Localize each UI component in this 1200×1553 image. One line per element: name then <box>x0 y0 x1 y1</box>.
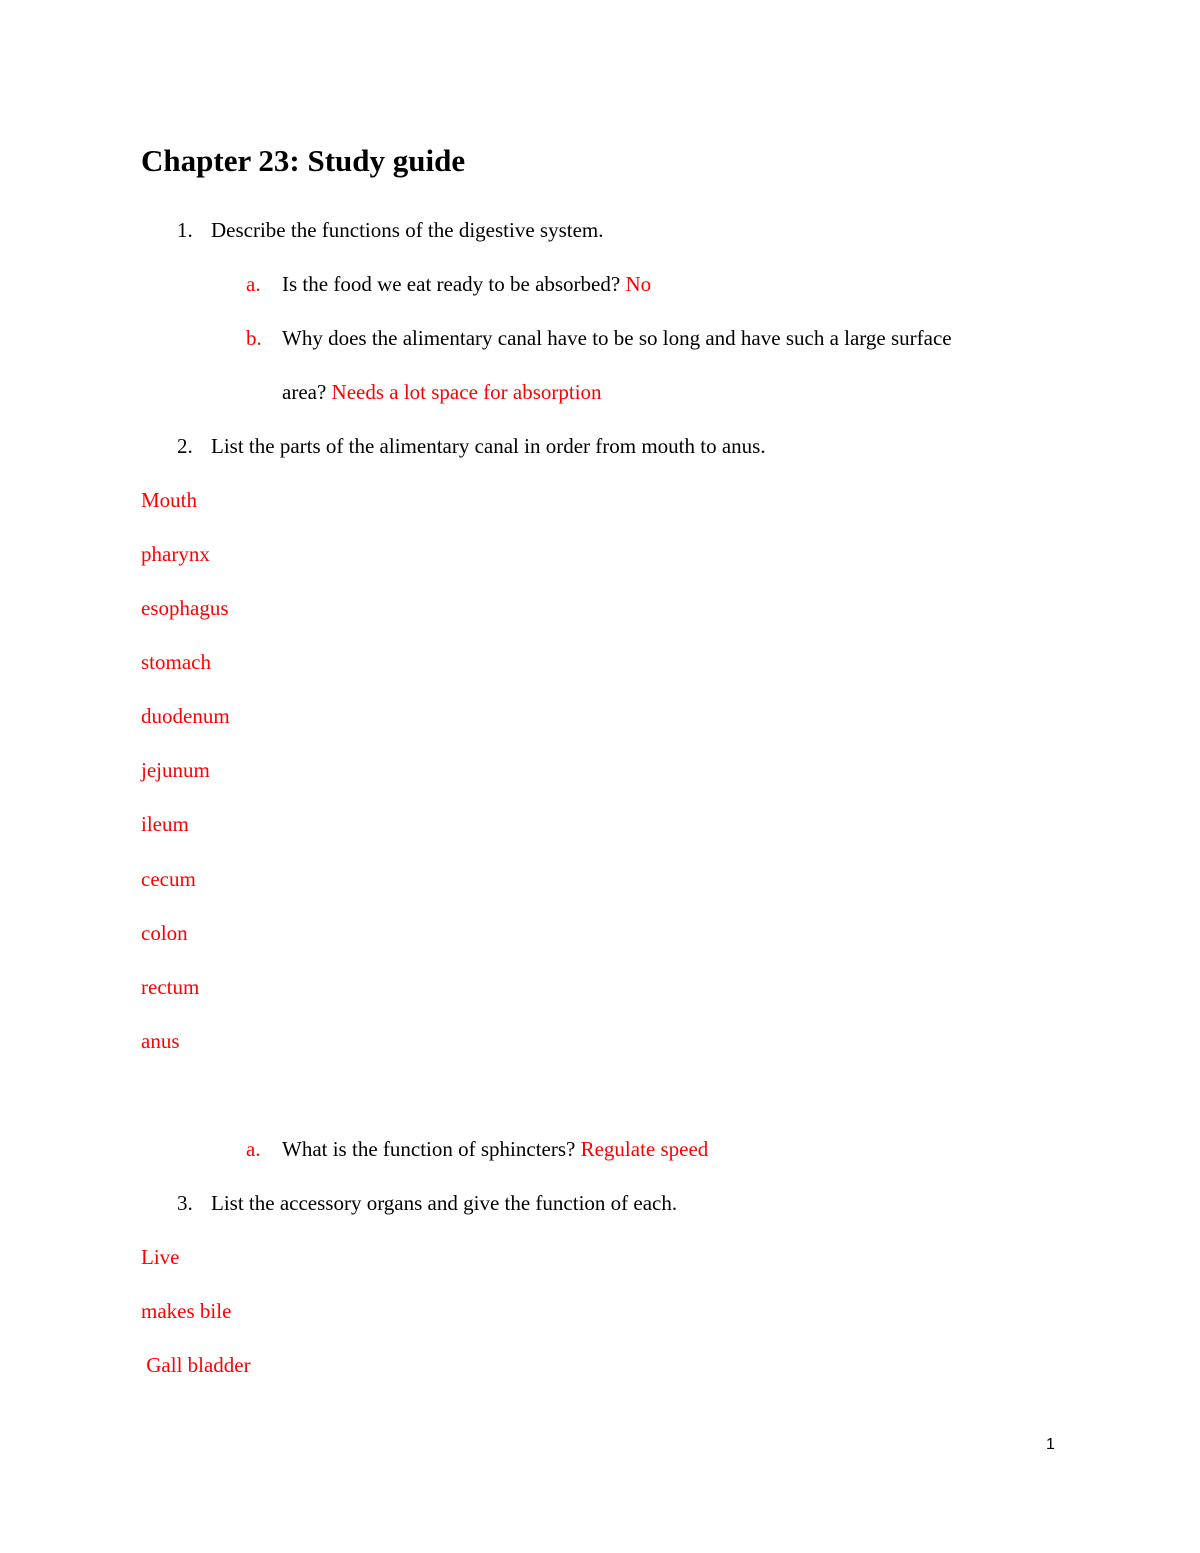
q1-number: 1. <box>177 218 193 242</box>
q1b-question-line1: Why does the alimentary canal have to be so long and have such a large surface <box>282 326 952 350</box>
q1a-line <box>282 270 651 298</box>
q2-answer-esophagus: esophagus <box>141 596 229 620</box>
q2a-answer: Regulate speed <box>580 1137 709 1161</box>
q3-text: List the accessory organs and give the function of each. <box>211 1191 678 1215</box>
q2a-line <box>282 1135 708 1163</box>
q3-answer-live: Live <box>141 1245 180 1269</box>
page-title: Chapter 23: Study guide <box>141 143 466 178</box>
q1a-marker: a. <box>246 272 261 296</box>
q2-answer-colon: colon <box>141 921 188 945</box>
q1b-line2 <box>282 378 602 406</box>
q1a-answer: No <box>625 272 652 296</box>
q1b-marker: b. <box>246 326 262 350</box>
q2a-marker: a. <box>246 1137 261 1161</box>
q1-text: Describe the functions of the digestive system. <box>211 218 604 242</box>
q3-answer-makes-bile: makes bile <box>141 1299 232 1323</box>
q2-answer-pharynx: pharynx <box>141 542 210 566</box>
page-number: 1 <box>1046 1436 1055 1453</box>
q2-answer-cecum: cecum <box>141 867 196 891</box>
q2-number: 2. <box>177 434 193 458</box>
q2-answer-ileum: ileum <box>141 812 189 836</box>
q3-answer-gall-bladder: Gall bladder <box>141 1353 251 1377</box>
q1a-question: Is the food we eat ready to be absorbed? <box>282 272 621 296</box>
q2-text: List the parts of the alimentary canal in order from mouth to anus. <box>211 434 766 458</box>
q2-answer-stomach: stomach <box>141 650 211 674</box>
q2-answer-duodenum: duodenum <box>141 704 230 728</box>
q3-number: 3. <box>177 1191 193 1215</box>
q1b-question-line2: area? <box>282 380 327 404</box>
q2-answer-mouth: Mouth <box>141 488 198 512</box>
q2-answer-anus: anus <box>141 1029 180 1053</box>
q2a-question: What is the function of sphincters? <box>282 1137 576 1161</box>
q2-answer-rectum: rectum <box>141 975 200 999</box>
q2-answer-jejunum: jejunum <box>141 758 210 782</box>
q1b-answer: Needs a lot space for absorption <box>331 380 602 404</box>
